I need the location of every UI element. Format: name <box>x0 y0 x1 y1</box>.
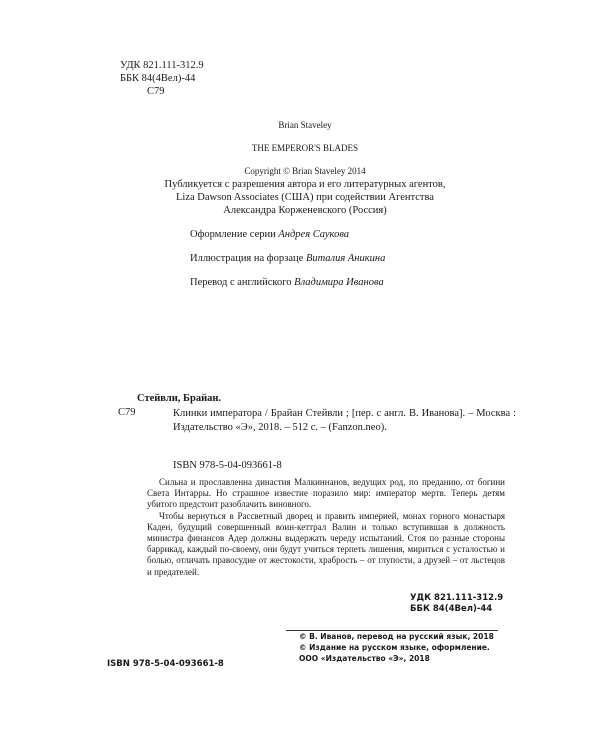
author-english: Brian Staveley <box>278 120 332 130</box>
copyright-line: © В. Иванов, перевод на русский язык, 2018 <box>299 632 494 641</box>
credit-name: Виталия Аникина <box>305 253 386 264</box>
summary-paragraph: Сильна и прославленна династия Малкиннанов, ведущих род, по преданию, от богини Света Интарры. Но страшное известие поразило мир: император мертв. Теперь детям убитого предстоит разоблачить виновного. <box>147 477 505 510</box>
copyright-line: © Издание на русском языке, оформление. <box>299 643 490 652</box>
translation-credit <box>190 276 384 289</box>
publication-note-line: Публикуется с разрешения автора и его литературных агентов, <box>164 179 446 190</box>
endpaper-illustration-credit <box>190 252 385 265</box>
series-design-credit <box>190 228 349 241</box>
copyright-line: Copyright © Brian Staveley 2014 <box>244 166 366 176</box>
author-mark: С79 <box>147 86 165 97</box>
udk-code: УДК 821.111-312.9 <box>120 60 204 71</box>
publication-note-line: Liza Dawson Associates (США) при содействии Агентства <box>176 192 434 203</box>
footer-bbk: ББК 84(4Вел)-44 <box>410 604 493 614</box>
catalog-isbn: ISBN 978-5-04-093661-8 <box>173 460 282 471</box>
copyright-line: ООО «Издательство «Э», 2018 <box>299 654 430 663</box>
book-summary <box>147 477 505 578</box>
credit-label: Иллюстрация на форзаце <box>190 253 306 264</box>
credit-name: Владимира Иванова <box>294 277 384 288</box>
catalog-description: Клинки императора / Брайан Стейвли ; [пер. с англ. В. Иванова]. – Москва : Издательство «Э», 2018. – 512 с. – (Fanzon.neo). <box>173 408 516 433</box>
bbk-code: ББК 84(4Вел)-44 <box>120 73 196 84</box>
title-english: THE EMPEROR'S BLADES <box>251 143 359 153</box>
footer-copyrights <box>299 631 494 664</box>
catalog-author-heading: Стейвли, Брайан. <box>137 393 222 404</box>
footer-udk: УДК 821.111-312.9 <box>410 593 504 603</box>
footer-isbn: ISBN 978-5-04-093661-8 <box>107 659 224 669</box>
publication-note-line: Александра Корженевского (Россия) <box>223 205 387 216</box>
summary-paragraph: Чтобы вернуться в Рассветный дворец и править империей, монах горного монастыря Каден, будущий совершенный воин-кеттрал Валин и только вступившая в должность министра финансов Адер должны выдержать череду испытаний. Стоя по разные стороны баррикад, каждый по-своему, они будут учиться терпеть лишения, мириться с усталостью и болью, отличать правосудие от жестокости, храбрость – от глупости, а друзей – от льстецов и предателей. <box>147 510 505 577</box>
credit-label: Перевод с английского <box>190 277 295 288</box>
credit-label: Оформление серии <box>190 229 279 240</box>
credit-name: Андрея Саукова <box>278 229 350 240</box>
catalog-mark: С79 <box>118 407 136 418</box>
